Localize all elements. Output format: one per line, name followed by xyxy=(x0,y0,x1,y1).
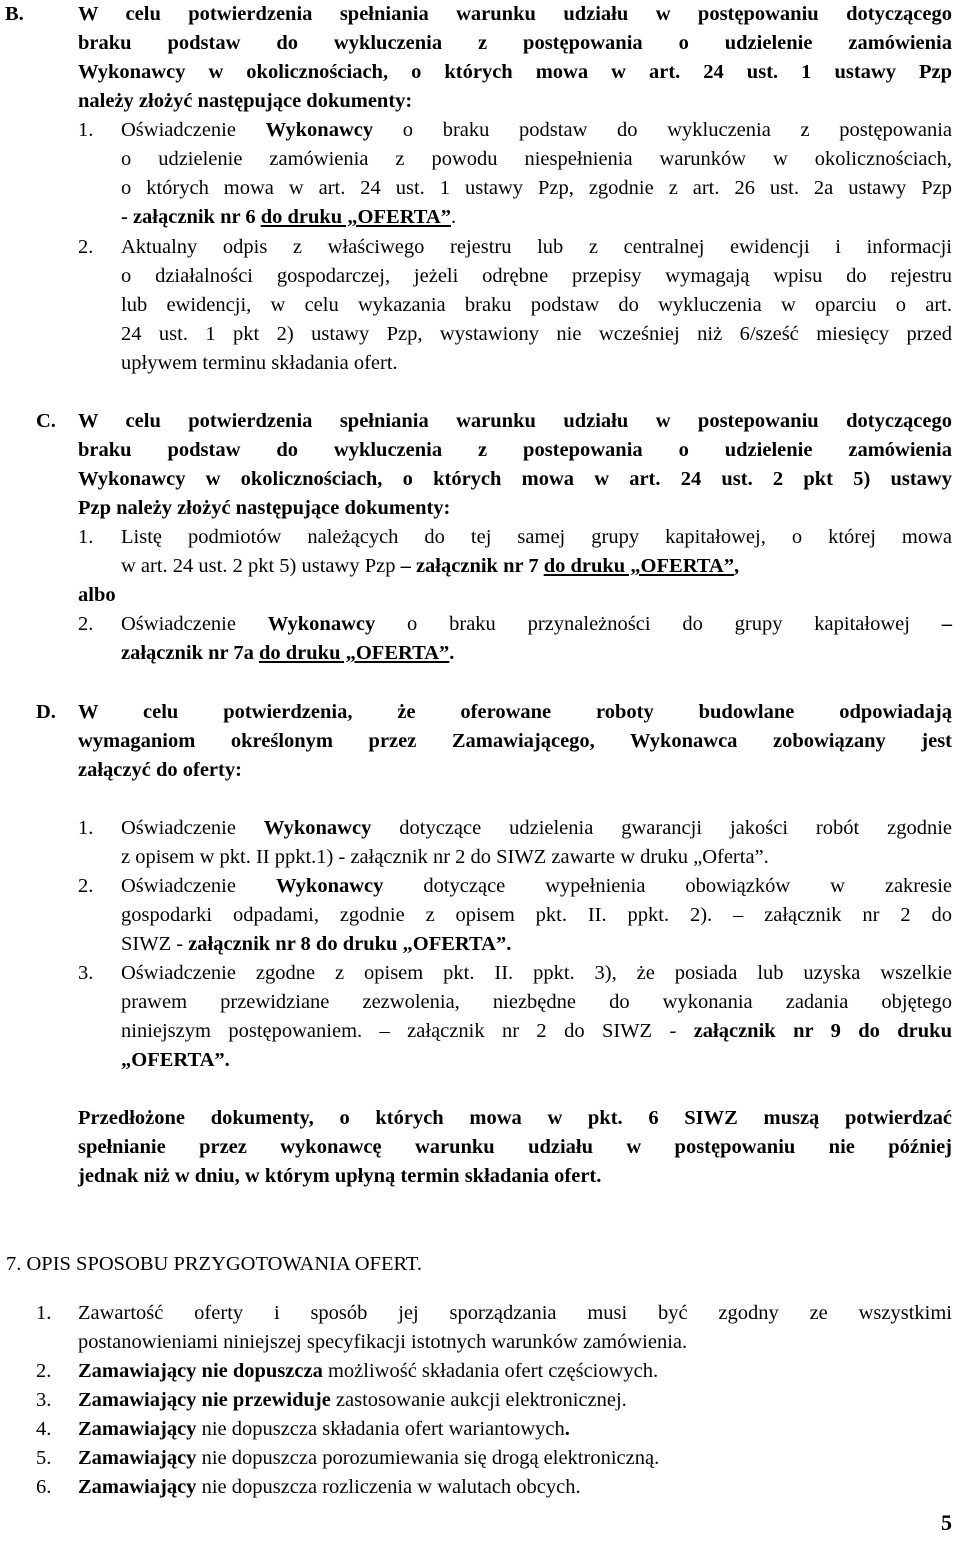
list-number: 6. xyxy=(36,1476,52,1498)
list-number: 1. xyxy=(36,1302,52,1324)
list-number: 2. xyxy=(36,1360,52,1382)
text: Oświadczenie xyxy=(121,119,266,141)
text-bold: Wykonawcy xyxy=(275,875,384,897)
text-bold: Wykonawcy xyxy=(263,817,372,839)
list-item-line xyxy=(78,1386,627,1415)
list-number: 1. xyxy=(78,119,94,141)
text-bold: Zamawiający xyxy=(78,1476,197,1498)
text: . xyxy=(451,206,457,228)
text: o braku podstaw do wykluczenia z postępowania xyxy=(373,119,952,141)
section-b-line: Wykonawcy w okolicznościach, o których mowa w art. 24 ust. 1 ustawy Pzp xyxy=(78,61,952,83)
list-item-line: 24 ust. 1 pkt 2) ustawy Pzp, wystawiony nie wcześniej niż 6/sześć miesięcy przed xyxy=(121,323,952,345)
text-bold: . xyxy=(449,642,455,664)
text-bold: Wykonawcy xyxy=(265,119,374,141)
list-item-line xyxy=(78,1473,581,1502)
list-item-line xyxy=(121,814,952,843)
text: Oświadczenie xyxy=(121,817,264,839)
text-bold: - załącznik nr 6 xyxy=(121,206,261,228)
list-item-line xyxy=(121,639,454,668)
list-number: 2. xyxy=(78,613,94,635)
list-item-line xyxy=(78,1444,659,1473)
text: dotyczące wypełnienia obowiązków w zakresie xyxy=(383,875,952,897)
text: niniejszym postępowaniem. – załącznik nr 2 do SIWZ - xyxy=(121,1020,694,1042)
text: SIWZ - xyxy=(121,933,189,955)
list-number: 2. xyxy=(78,875,94,897)
section-d-line: załączyć do oferty: xyxy=(78,759,242,781)
list-item-line: albo xyxy=(78,584,116,606)
list-number: 1. xyxy=(78,817,94,839)
list-item-line xyxy=(121,610,952,639)
section-b-label: B. xyxy=(5,3,24,25)
list-item-line xyxy=(121,1017,952,1046)
list-number: 5. xyxy=(36,1447,52,1469)
list-item-line: „OFERTA”. xyxy=(121,1049,230,1071)
text-bold-underline: do druku „OFERTA” xyxy=(260,206,451,228)
section-b-line: należy złożyć następujące dokumenty: xyxy=(78,90,413,112)
section-c-label: C. xyxy=(36,410,56,432)
section-c-line: W celu potwierdzenia spełniania warunku udziału w postepowaniu dotyczącego xyxy=(78,410,952,432)
page-number: 5 xyxy=(941,1510,952,1535)
text-bold: . xyxy=(564,1418,570,1440)
text: Oświadczenie xyxy=(121,875,276,897)
list-item-line: o których mowa w art. 24 ust. 1 ustawy Pzp, zgodnie z art. 26 ust. 2a ustawy Pzp xyxy=(121,177,952,199)
list-number: 3. xyxy=(78,962,94,984)
text: w art. 24 ust. 2 pkt 5) ustawy Pzp xyxy=(121,555,401,577)
text: zastosowanie aukcji elektronicznej. xyxy=(330,1389,627,1411)
section-b-line: braku podstaw do wykluczenia z postępowania o udzielenie zamówienia xyxy=(78,32,952,54)
text-bold: załącznik nr 9 do druku xyxy=(693,1020,952,1042)
section-d-line: W celu potwierdzenia, że oferowane roboty budowlane odpowiadają xyxy=(78,701,952,723)
text-bold-underline: do druku „OFERTA” xyxy=(543,555,734,577)
list-item-line: Listę podmiotów należących do tej samej grupy kapitałowej, o której mowa xyxy=(121,526,952,548)
text-bold: Zamawiający xyxy=(78,1447,197,1469)
list-item-line: z opisem w pkt. II ppkt.1) - załącznik nr 2 do SIWZ zawarte w druku „Oferta”. xyxy=(121,846,769,868)
text-bold: – załącznik nr 7 xyxy=(400,555,544,577)
section-b-line: W celu potwierdzenia spełniania warunku udziału w postępowaniu dotyczącego xyxy=(78,3,952,25)
closing-line: Przedłożone dokumenty, o których mowa w pkt. 6 SIWZ muszą potwierdzać xyxy=(78,1107,952,1129)
text-bold: Zamawiający nie dopuszcza xyxy=(78,1360,323,1382)
closing-line: jednak niż w dniu, w którym upłyną termin składania ofert. xyxy=(78,1165,602,1187)
text-bold: Wykonawcy xyxy=(267,613,376,635)
list-item-line xyxy=(78,1415,570,1444)
list-item-line xyxy=(121,872,952,901)
list-item-line xyxy=(121,203,456,232)
list-item-line xyxy=(121,930,511,959)
list-number: 3. xyxy=(36,1389,52,1411)
text: nie dopuszcza rozliczenia w walutach obcych. xyxy=(196,1476,581,1498)
text-bold: załącznik nr 8 do druku „OFERTA”. xyxy=(188,933,512,955)
text: dotyczące udzielenia gwarancji jakości robót zgodnie xyxy=(371,817,952,839)
text: o braku przynależności do grupy kapitałowej xyxy=(375,613,942,635)
list-item-line: upływem terminu składania ofert. xyxy=(121,352,398,374)
section-d-line: wymaganiom określonym przez Zamawiającego, Wykonawca zobowiązany jest xyxy=(78,730,952,752)
list-item-line xyxy=(121,552,739,581)
text: możliwość składania ofert częściowych. xyxy=(322,1360,659,1382)
text-bold: załącznik nr 7a xyxy=(121,642,259,664)
text: nie dopuszcza porozumiewania się drogą elektroniczną. xyxy=(196,1447,660,1469)
list-number: 1. xyxy=(78,526,94,548)
section-c-line: Wykonawcy w okolicznościach, o których mowa w art. 24 ust. 2 pkt 5) ustawy xyxy=(78,468,952,490)
text-bold: , xyxy=(734,555,740,577)
section-d-label: D. xyxy=(36,701,56,723)
list-number: 4. xyxy=(36,1418,52,1440)
list-item-line: prawem przewidziane zezwolenia, niezbędne do wykonania zadania objętego xyxy=(121,991,952,1013)
list-number: 2. xyxy=(78,236,94,258)
text-bold-underline: do druku „OFERTA” xyxy=(259,642,450,664)
section-7-heading: 7. OPIS SPOSOBU PRZYGOTOWANIA OFERT. xyxy=(6,1253,423,1275)
list-item-line: postanowieniami niniejszej specyfikacji istotnych warunków zamówienia. xyxy=(78,1331,688,1353)
section-c-line: braku podstaw do wykluczenia z postepowania o udzielenie zamówienia xyxy=(78,439,952,461)
list-item-line: Zawartość oferty i sposób jej sporządzania musi być zgodny ze wszystkimi xyxy=(78,1302,952,1324)
text-bold: – xyxy=(941,613,952,635)
list-item-line: lub ewidencji, w celu wykazania braku podstaw do wykluczenia w oparciu o art. xyxy=(121,294,952,316)
list-item-line: gospodarki odpadami, zgodnie z opisem pkt. II. ppkt. 2). – załącznik nr 2 do xyxy=(121,904,952,926)
list-item-line: o działalności gospodarczej, jeżeli odrębne przepisy wymagają wpisu do rejestru xyxy=(121,265,952,287)
list-item-line: Oświadczenie zgodne z opisem pkt. II. ppkt. 3), że posiada lub uzyska wszelkie xyxy=(121,962,952,984)
section-c-line: Pzp należy złożyć następujące dokumenty: xyxy=(78,497,451,519)
text: Oświadczenie xyxy=(121,613,268,635)
list-item-line xyxy=(78,1357,658,1386)
list-item-line: o udzielenie zamówienia z powodu niespełnienia warunków w okolicznościach, xyxy=(121,148,952,170)
list-item-line xyxy=(121,116,952,145)
closing-line: spełnianie przez wykonawcę warunku udziału w postępowaniu nie później xyxy=(78,1136,952,1158)
text-bold: Zamawiający xyxy=(78,1418,197,1440)
list-item-line: Aktualny odpis z właściwego rejestru lub z centralnej ewidencji i informacji xyxy=(121,236,952,258)
text-bold: Zamawiający nie przewiduje xyxy=(78,1389,331,1411)
text: nie dopuszcza składania ofert wariantowych xyxy=(196,1418,565,1440)
